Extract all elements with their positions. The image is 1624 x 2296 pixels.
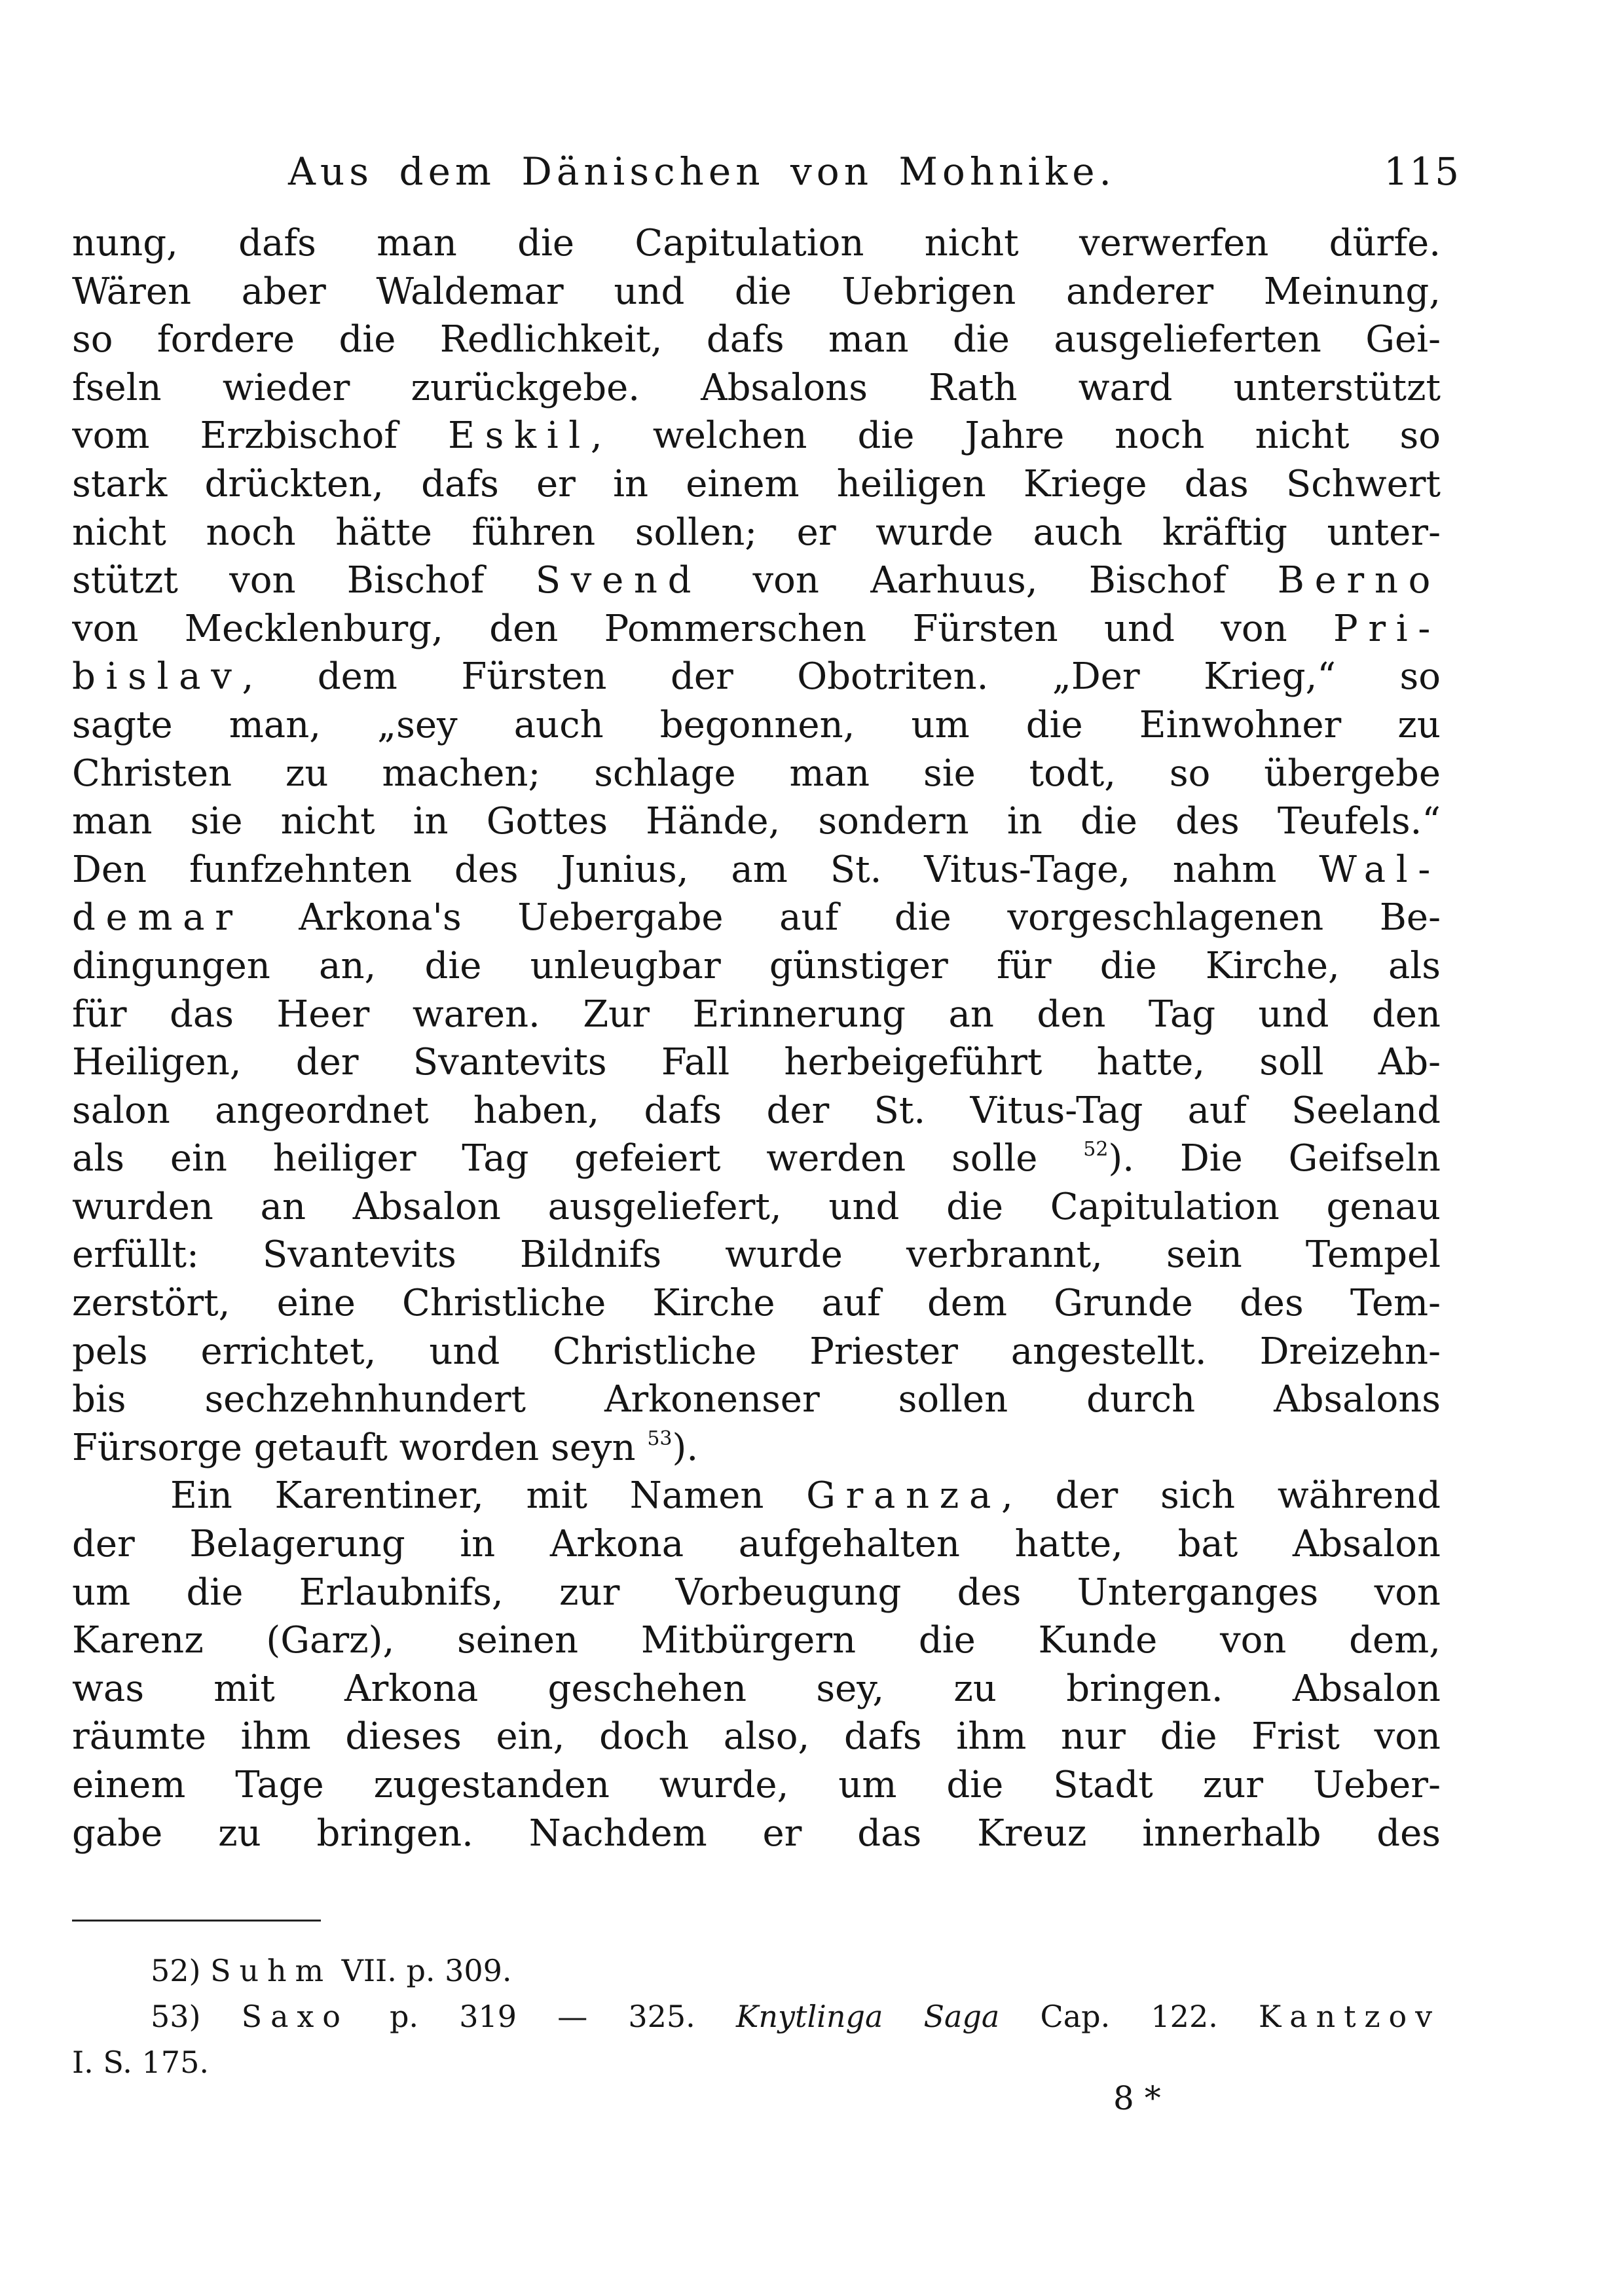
footnote-ref-52: 52 [1083, 1138, 1109, 1161]
text-line: zerstört, eine Christliche Kirche auf dem Grunde des Tem- [72, 1282, 1441, 1325]
text-line: demar Arkona's Uebergabe auf die vorgeschlagenen Be- [72, 896, 1441, 939]
footnotes [72, 1948, 1441, 2085]
text-line: bis sechzehnhundert Arkonenser sollen durch Absalons [72, 1378, 1441, 1421]
text-line: nung, dafs man die Capitulation nicht verwerfen dürfe. [72, 222, 1441, 264]
text-line: nicht noch hätte führen sollen; er wurde auch kräftig unter- [72, 511, 1441, 554]
running-head [288, 145, 1460, 198]
text-line: wurden an Absalon ausgeliefert, und die Capitulation genau [72, 1185, 1441, 1228]
text-line: erfüllt: Svantevits Bildnifs wurde verbrannt, sein Tempel [72, 1233, 1441, 1277]
text-line: Ein Karentiner, mit Namen Granza, der sich während [170, 1474, 1441, 1518]
text-line: räumte ihm dieses ein, doch also, dafs ihm nur die Frist von [72, 1715, 1441, 1758]
spaced-name: Granza [806, 1474, 1002, 1518]
spaced-name: Eskil [448, 414, 591, 458]
text-line: was mit Arkona geschehen sey, zu bringen. Absalon [72, 1667, 1441, 1710]
text-line: als ein heiliger Tag gefeiert werden solle $^{52}$). Die Geifseln [72, 1137, 1441, 1180]
text-line: der Belagerung in Arkona aufgehalten hatte, bat Absalon [72, 1523, 1441, 1566]
text-line: Karenz (Garz), seinen Mitbürgern die Kunde von dem, [72, 1619, 1441, 1662]
spaced-name: Pri- [1333, 607, 1441, 650]
text-line: gabe zu bringen. Nachdem er das Kreuz innerhalb des [72, 1812, 1441, 1855]
text-line: fseln wieder zurückgebe. Absalons Rath ward unterstützt [72, 366, 1441, 409]
text-line: einem Tage zugestanden wurde, um die Stadt zur Ueber- [72, 1764, 1441, 1806]
spaced-name: Svend [535, 559, 702, 602]
text-line: so fordere die Redlichkeit, dafs man die ausgelieferten Gei- [72, 318, 1441, 361]
text-line: stützt von Bischof Svend von Aarhuus, Bischof Berno [72, 559, 1441, 602]
text-line: Den funfzehnten des Junius, am St. Vitus-Tage, nahm Wal- [72, 848, 1441, 891]
text-line: sagte man, „sey auch begonnen, um die Einwohner zu [72, 703, 1441, 746]
text-line: bislav, dem Fürsten der Obotriten. „Der Krieg,“ so [72, 655, 1441, 699]
text-line: Christen zu machen; schlage man sie todt, so übergebe [72, 752, 1441, 795]
spaced-name: demar [72, 896, 243, 939]
text-line: Wären aber Waldemar und die Uebrigen anderer Meinung, [72, 270, 1441, 313]
text-line: Heiligen, der Svantevits Fall herbeigeführt hatte, soll Ab- [72, 1041, 1441, 1084]
footnote-53: 53) Saxo p. 319 — 325. Knytlinga Saga Cap. 122. Kantzov [151, 1999, 1441, 2034]
text-line: stark drückten, dafs er in einem heiligen Kriege das Schwert [72, 462, 1441, 505]
text-line: dingungen an, die unleugbar günstiger für die Kirche, als [72, 944, 1441, 987]
spaced-name: Berno [1277, 559, 1441, 602]
signature-mark: 8 * [1113, 2079, 1161, 2117]
body-text [72, 219, 1441, 1857]
footnote-separator [72, 1920, 321, 1922]
running-title: Aus dem Dänischen von Mohnike. [288, 149, 1116, 194]
text-line: salon angeordnet haben, dafs der St. Vitus-Tag auf Seeland [72, 1089, 1441, 1132]
text-line: pels errichtet, und Christliche Priester angestellt. Dreizehn- [72, 1330, 1441, 1373]
text-line: für das Heer waren. Zur Erinnerung an den Tag und den [72, 993, 1441, 1036]
text-line: von Mecklenburg, den Pommerschen Fürsten und von Pri- [72, 607, 1441, 650]
footnote-ref-53: 53 [647, 1427, 673, 1450]
spaced-name: Wal- [1319, 848, 1441, 891]
page-number: 115 [1384, 149, 1460, 194]
text-line: vom Erzbischof Eskil, welchen die Jahre noch nicht so [72, 414, 1441, 458]
text-line: Fürsorge getauft worden seyn $^{53}$). [72, 1426, 699, 1469]
text-line: man sie nicht in Gottes Hände, sondern in die des Teufels.“ [72, 800, 1441, 843]
footnote-53-continuation: I. S. 175. [72, 2045, 209, 2080]
spaced-name: bislav [72, 655, 242, 699]
text-line: um die Erlaubnifs, zur Vorbeugung des Unterganges von [72, 1571, 1441, 1614]
footnote-52: 52) Suhm VII. p. 309. [151, 1953, 512, 1988]
